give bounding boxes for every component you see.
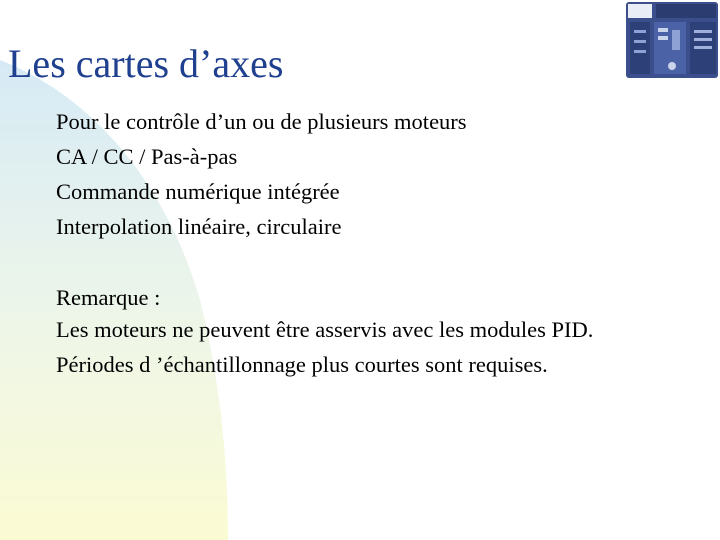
bullet-item: CA / CC / Pas-à-pas [56, 144, 238, 169]
plc-axis-module-icon [624, 0, 720, 82]
slide-title: Les cartes d’axes [8, 41, 284, 86]
remark-line: Périodes d ’échantillonnage plus courtes sont requises. [56, 352, 548, 377]
bullet-list [56, 104, 706, 244]
bullet-item: Pour le contrôle d’un ou de plusieurs moteurs [56, 109, 467, 134]
bullet-item: Commande numérique intégrée [56, 179, 340, 204]
remark-list [56, 315, 706, 382]
slide-body [56, 104, 706, 382]
remark-heading: Remarque : [56, 285, 161, 310]
bullet-item: Interpolation linéaire, circulaire [56, 214, 342, 239]
remark-line: Les moteurs ne peuvent être asservis avec les modules PID. [56, 317, 594, 342]
remark-block [56, 280, 706, 382]
